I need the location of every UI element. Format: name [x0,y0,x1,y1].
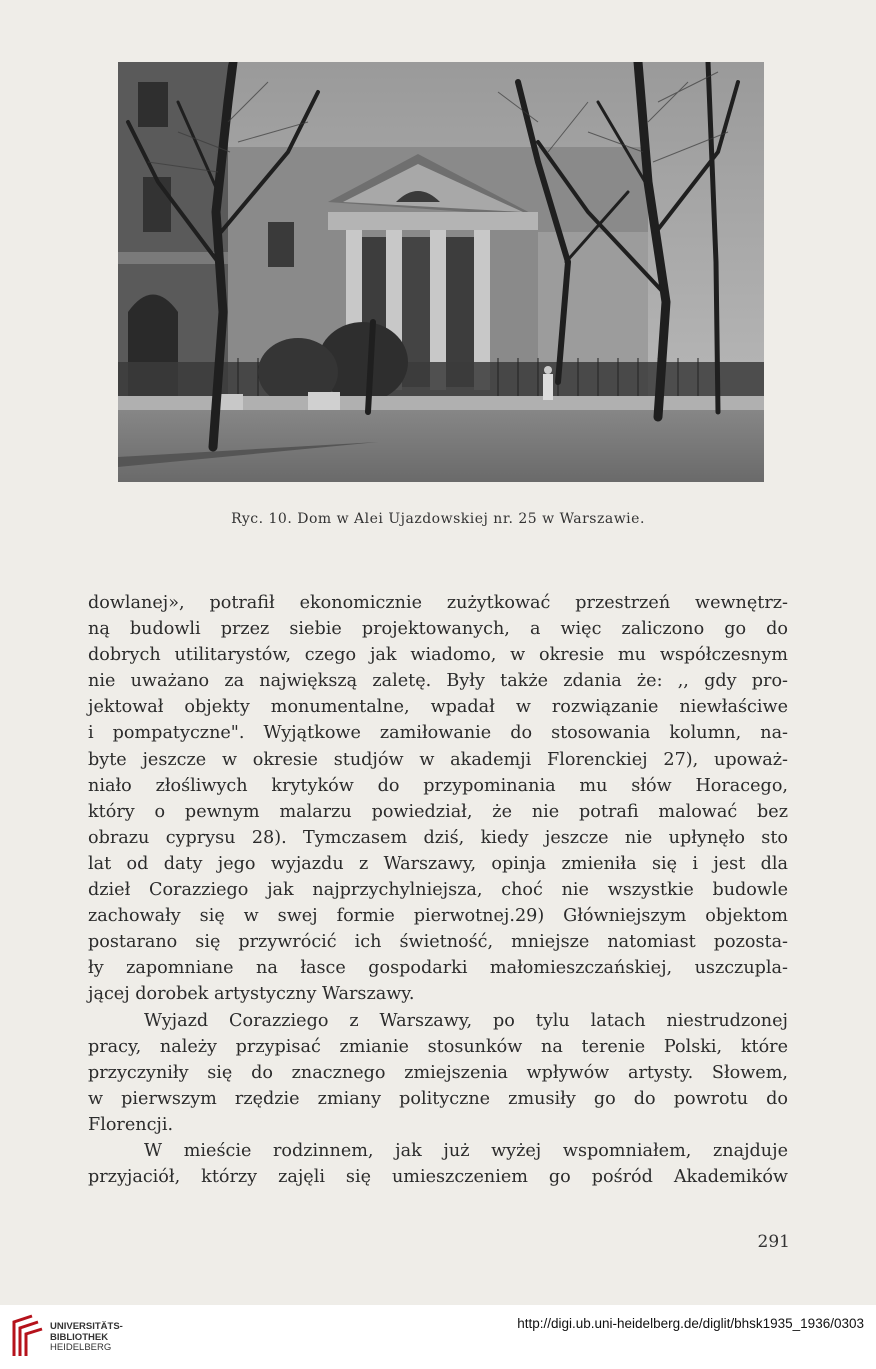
text-line: jącej dorobek artystyczny Warszawy. [88,984,415,1005]
source-url-link[interactable]: http://digi.ub.uni-heidelberg.de/diglit/bhsk1935_1936/0303 [517,1316,864,1331]
text-line: przyjaciół, którzy zajęli się umieszczeniem go pośród Akademików [88,1167,788,1188]
text-line: dzieł Corazziego jak najprzychylniejsza, choć nie wszystkie budowle [88,880,788,901]
text-line: W mieście rodzinnem, jak już wyżej wspomniałem, znajduje [144,1140,788,1161]
library-name-line: BIBLIOTHEK [50,1331,109,1343]
text-line: postarano się przywrócić ich świetność, mniejsze natomiast pozosta- [88,932,788,953]
text-line: w pierwszym rzędzie zmiany polityczne zmusiły go do powrotu do [88,1088,788,1109]
building-photograph [118,62,764,482]
text-line: ły zapomniane na łasce gospodarki małomieszczańskiej, uszczupla- [88,958,788,979]
text-line: jektował objekty monumentalne, wpadał w rozwiązanie niewłaściwe [88,697,788,718]
text-line: lat od daty jego wyjazdu z Warszawy, opinja zmieniła się i jest dla [88,853,788,874]
text-line: ną budowli przez siebie projektowanych, a więc zaliczono go do [88,619,788,640]
text-line: zachowały się w swej formie pierwotnej.29) Główniejszym objektom [88,906,788,927]
photo-illustration [118,62,764,482]
text-line: dowlanej», potrafił ekonomicznie zużytkować przestrzeń wewnętrz- [88,593,788,613]
university-library-logo-icon [10,1312,44,1360]
paragraph-2 [88,1008,788,1138]
text-line: dobrych utilitarystów, czego jak wiadomo, w okresie mu współczesnym [88,645,788,666]
text-line: pracy, należy przypisać zmianie stosunków na terenie Polski, które [88,1036,788,1057]
body-text [88,590,788,1190]
paragraph-3 [88,1138,788,1190]
text-line: i pompatyczne". Wyjątkowe zamiłowanie do stosowania kolumn, na- [88,723,788,744]
text-line: niało złośliwych krytyków do przypominania mu słów Horacego, [88,775,788,796]
library-name-line: HEIDELBERG [50,1342,112,1353]
page-number: 291 [757,1232,790,1252]
text-line: który o pewnym malarzu powiedział, że nie potrafi malować bez [88,801,788,822]
text-line: nie uważano za największą zaletę. Były także zdania że: ,, gdy pro- [88,671,788,692]
text-line: byte jeszcze w okresie studjów w akademji Florenckiej 27), upoważ- [88,749,788,770]
paragraph-1 [88,590,788,1008]
text-line: obrazu cyprysu 28). Tymczasem dziś, kiedy jeszcze nie upłynęło sto [88,827,788,848]
library-name [50,1322,123,1354]
text-line: przyczyniły się do znacznego zmiejszenia wpływów artysty. Słowem, [88,1062,788,1083]
text-line: Wyjazd Corazziego z Warszawy, po tylu latach niestrudzonej [144,1010,788,1031]
figure-caption: Ryc. 10. Dom w Alei Ujazdowskiej nr. 25 w Warszawie. [231,511,645,527]
footer-bar [0,1305,876,1369]
library-name-line: UNIVERSITÄTS- [50,1321,123,1332]
text-line: Florencji. [88,1114,174,1135]
